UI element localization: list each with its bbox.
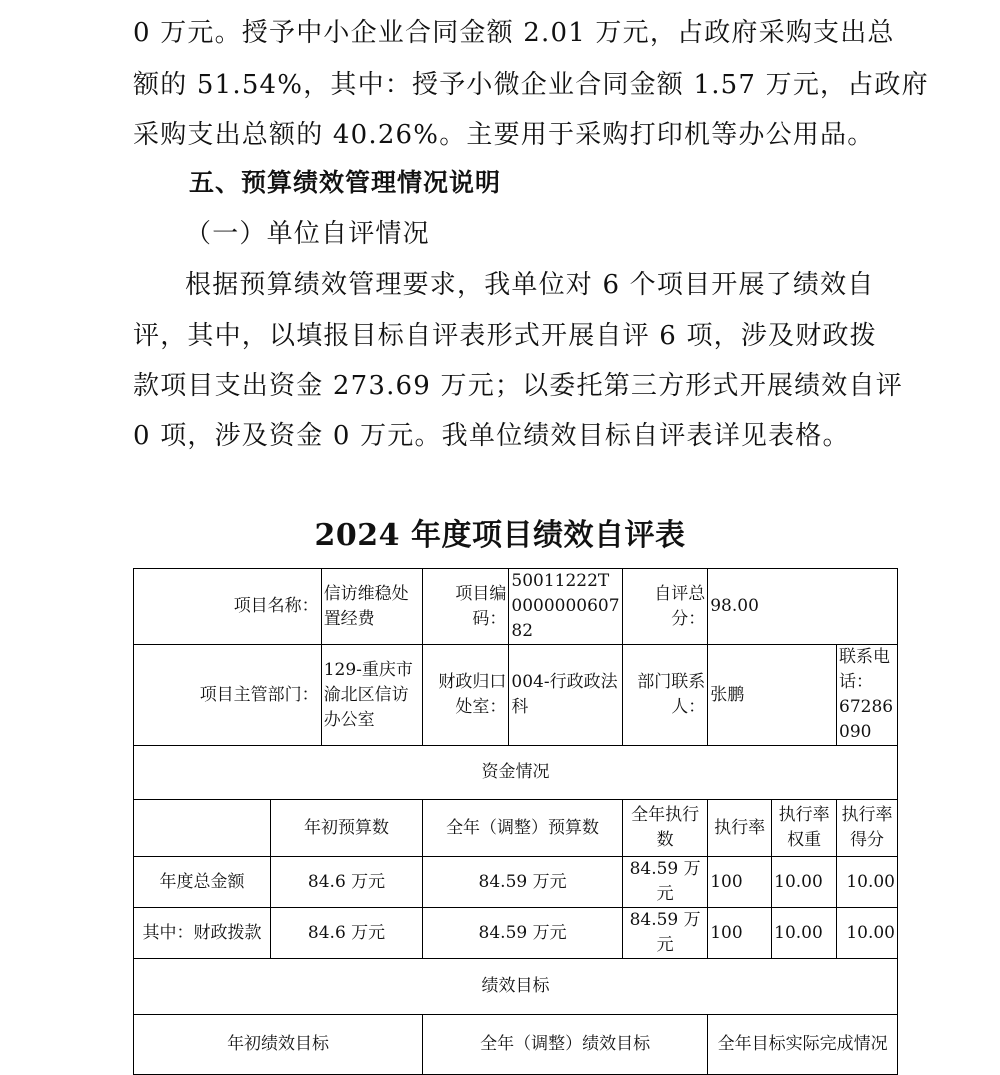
contact-value: 张鹏 xyxy=(708,645,837,746)
perf-col-header: 年初绩效目标 xyxy=(134,1015,423,1075)
funds-header: 资金情况 xyxy=(134,746,898,800)
col-header: 执行率 xyxy=(708,800,772,857)
project-code-label: 项目编码： xyxy=(423,569,509,645)
phone-value: 67286090 xyxy=(839,697,894,742)
section-heading: 五、预算绩效管理情况说明 xyxy=(189,168,502,197)
cell-value: 84.59 万元 xyxy=(423,908,623,959)
sub-heading: （一）单位自评情况 xyxy=(185,219,430,249)
score-label: 自评总分： xyxy=(623,569,708,645)
phone-cell xyxy=(837,645,898,746)
cell-value: 10.00 xyxy=(837,857,898,908)
perf-header: 绩效目标 xyxy=(134,959,898,1015)
col-header: 执行率权重 xyxy=(772,800,837,857)
table-row xyxy=(134,959,898,1015)
cell-value: 10.00 xyxy=(772,857,837,908)
project-name-label: 项目名称： xyxy=(134,569,322,645)
table-row xyxy=(134,1015,898,1075)
phone-label: 联系电话： xyxy=(839,647,891,692)
table-title: 2024 年度项目绩效自评表 xyxy=(314,518,686,553)
body-line-3: 采购支出总额的 40.26%。主要用于采购打印机等办公用品。 xyxy=(133,120,875,150)
dept-value: 129-重庆市渝北区信访办公室 xyxy=(321,645,422,746)
cell-value: 100 xyxy=(708,908,772,959)
fin-office-value: 004-行政政法科 xyxy=(509,645,623,746)
table-row xyxy=(134,857,898,908)
col-header: 年初预算数 xyxy=(270,800,422,857)
perf-col-header: 全年目标实际完成情况 xyxy=(708,1015,898,1075)
col-header: 全年（调整）预算数 xyxy=(423,800,623,857)
score-value: 98.00 xyxy=(708,569,898,645)
dept-label: 项目主管部门： xyxy=(134,645,322,746)
table-row xyxy=(134,569,898,645)
cell-value: 10.00 xyxy=(837,908,898,959)
fin-office-label: 财政归口处室： xyxy=(423,645,509,746)
body-line-2: 额的 51.54%，其中：授予小微企业合同金额 1.57 万元，占政府 xyxy=(133,70,929,100)
body-line-5: 评，其中，以填报目标自评表形式开展自评 6 项，涉及财政拨 xyxy=(133,321,877,351)
cell-value: 10.00 xyxy=(772,908,837,959)
table-row xyxy=(134,645,898,746)
cell-value: 84.59 万元 xyxy=(623,908,708,959)
cell-value: 100 xyxy=(708,857,772,908)
cell-value: 84.6 万元 xyxy=(270,857,422,908)
blank-header-cell xyxy=(134,800,271,857)
project-code-value: 50011222T000000060782 xyxy=(509,569,623,645)
contact-label: 部门联系人： xyxy=(623,645,708,746)
body-line-4: 根据预算绩效管理要求，我单位对 6 个项目开展了绩效自 xyxy=(185,270,875,300)
cell-value: 84.59 万元 xyxy=(623,857,708,908)
body-line-1: 0 万元。授予中小企业合同金额 2.01 万元，占政府采购支出总 xyxy=(133,18,895,48)
row-label: 年度总金额 xyxy=(134,857,271,908)
self-evaluation-table xyxy=(133,568,898,1075)
row-label: 其中：财政拨款 xyxy=(134,908,271,959)
project-name-value: 信访维稳处置经费 xyxy=(321,569,422,645)
body-line-6: 款项目支出资金 273.69 万元；以委托第三方形式开展绩效自评 xyxy=(133,371,903,401)
table-row xyxy=(134,746,898,800)
table-row xyxy=(134,908,898,959)
table-row xyxy=(134,800,898,857)
perf-col-header: 全年（调整）绩效目标 xyxy=(423,1015,708,1075)
body-line-7: 0 项，涉及资金 0 万元。我单位绩效目标自评表详见表格。 xyxy=(133,421,850,451)
col-header: 执行率得分 xyxy=(837,800,898,857)
cell-value: 84.59 万元 xyxy=(423,857,623,908)
col-header: 全年执行数 xyxy=(623,800,708,857)
cell-value: 84.6 万元 xyxy=(270,908,422,959)
